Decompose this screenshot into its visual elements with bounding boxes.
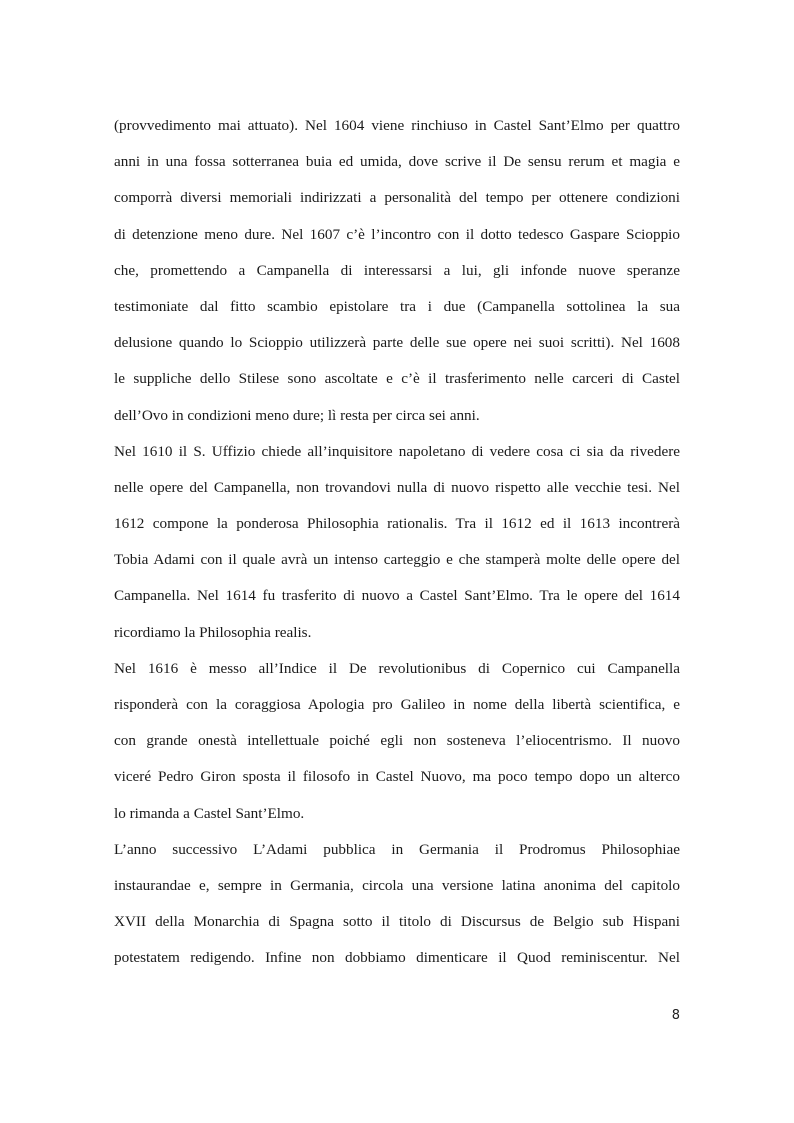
text-line: dell’Ovo in condizioni meno dure; lì resta per circa sei anni. <box>114 406 480 424</box>
text-line: L’anno successivo L’Adami pubblica in Germania il Prodromus Philosophiae <box>114 840 680 858</box>
text-line: (provvedimento mai attuato). Nel 1604 viene rinchiuso in Castel Sant’Elmo per quattro <box>114 117 680 134</box>
text-line: XVII della Monarchia di Spagna sotto il titolo di Discursus de Belgio sub Hispani <box>114 913 680 931</box>
text-line: di detenzione meno dure. Nel 1607 c’è l’incontro con il dotto tedesco Gaspare Scioppio <box>114 225 680 243</box>
paragraph-1 <box>114 108 680 434</box>
text-line: lo rimanda a Castel Sant’Elmo. <box>114 804 305 822</box>
text-line: ricordiamo la Philosophia realis. <box>114 623 312 641</box>
text-line: testimoniate dal fitto scambio epistolare tra i due (Campanella sottolinea la sua <box>114 297 680 315</box>
text-line: 1612 compone la ponderosa Philosophia rationalis. Tra il 1612 ed il 1613 incontrerà <box>114 515 680 533</box>
paragraph-3 <box>114 651 680 832</box>
paragraph-2 <box>114 434 680 651</box>
text-line: comporrà diversi memoriali indirizzati a personalità del tempo per ottenere condizioni <box>114 189 680 207</box>
text-line: Nel 1616 è messo all’Indice il De revolutionibus di Copernico cui Campanella <box>114 659 680 677</box>
text-line: viceré Pedro Giron sposta il filosofo in Castel Nuovo, ma poco tempo dopo un alterco <box>114 768 680 786</box>
text-line: Nel 1610 il S. Uffizio chiede all’inquisitore napoletano di vedere cosa ci sia da rivedere <box>114 442 680 460</box>
text-line: con grande onestà intellettuale poiché egli non sosteneva l’eliocentrismo. Il nuovo <box>114 732 680 750</box>
text-line: le suppliche dello Stilese sono ascoltate e c’è il trasferimento nelle carceri di Castel <box>114 370 680 388</box>
text-line: Campanella. Nel 1614 fu trasferito di nuovo a Castel Sant’Elmo. Tra le opere del 1614 <box>114 587 680 605</box>
paragraph-4 <box>114 832 680 977</box>
text-line: potestatem redigendo. Infine non dobbiamo dimenticare il Quod reminiscentur. Nel <box>114 949 680 967</box>
body-text <box>114 108 680 977</box>
text-line: delusione quando lo Scioppio utilizzerà parte delle sue opere nei suoi scritti). Nel 1608 <box>114 334 680 352</box>
text-line: anni in una fossa sotterranea buia ed umida, dove scrive il De sensu rerum et magia e <box>114 153 680 171</box>
text-line: nelle opere del Campanella, non trovandovi nulla di nuovo rispetto alle vecchie tesi. Nel <box>114 478 680 496</box>
text-line: Tobia Adami con il quale avrà un intenso carteggio e che stamperà molte delle opere del <box>114 551 680 569</box>
page-number: 8 <box>671 1008 680 1023</box>
text-line: instaurandae e, sempre in Germania, circola una versione latina anonima del capitolo <box>114 876 680 894</box>
text-line: risponderà con la coraggiosa Apologia pro Galileo in nome della libertà scientifica, e <box>114 696 680 713</box>
text-line: che, promettendo a Campanella di interessarsi a lui, gli infonde nuove speranze <box>114 261 680 279</box>
